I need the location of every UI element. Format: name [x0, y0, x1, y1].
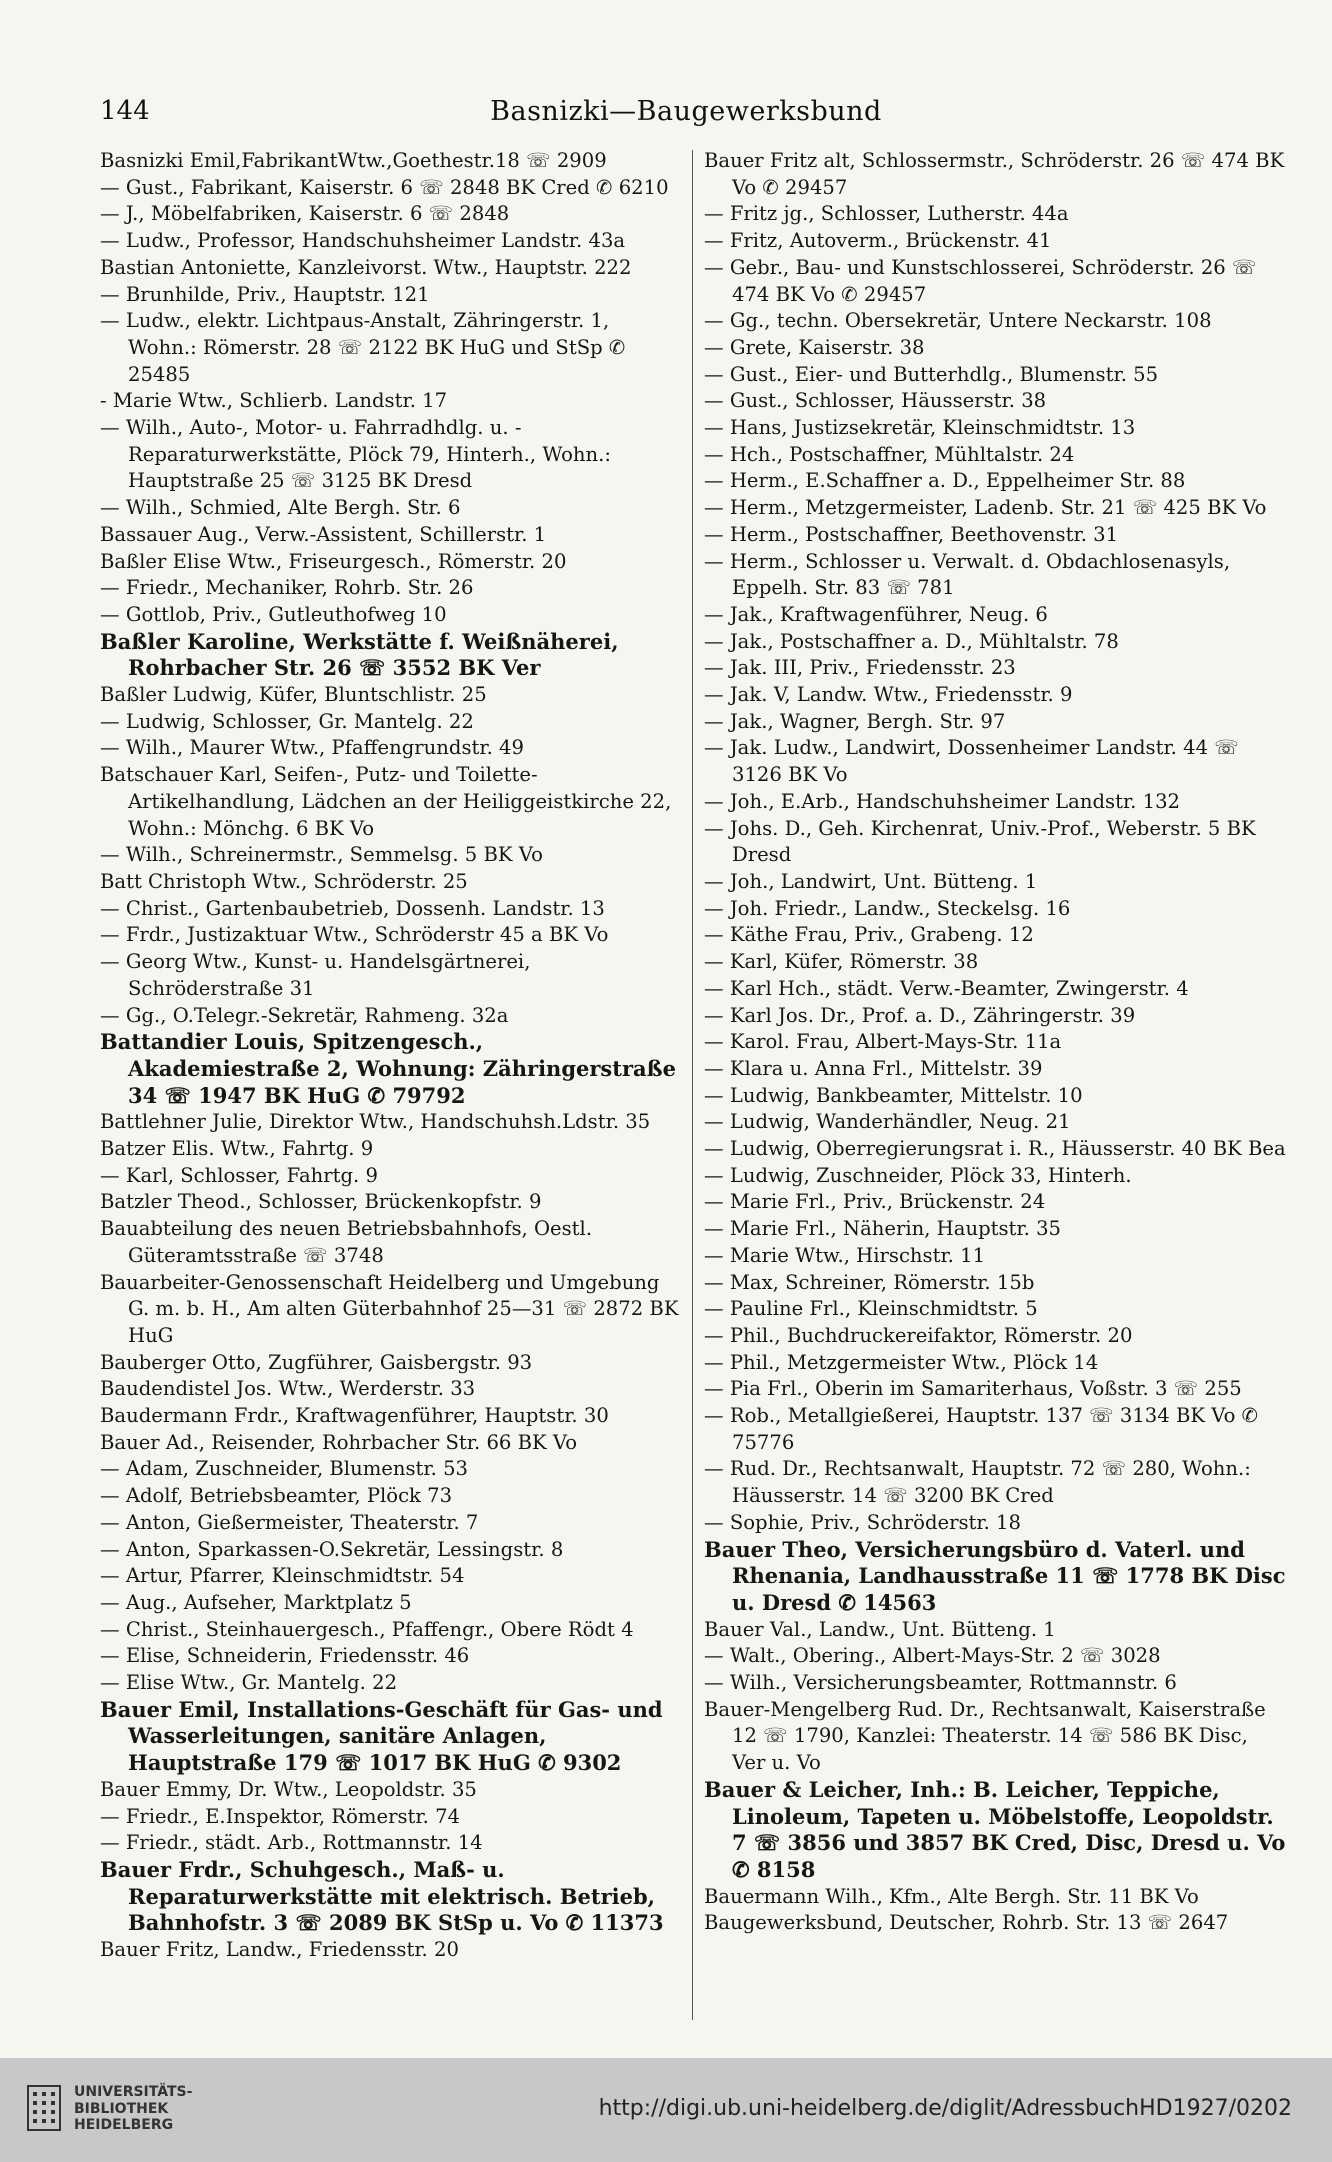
directory-entry: — Georg Wtw., Kunst- u. Handelsgärtnerei, Schröderstraße 31: [100, 950, 531, 1000]
directory-entry: — Marie Frl., Priv., Brückenstr. 24: [704, 1190, 1046, 1214]
directory-entry: — Anton, Sparkassen-O.Sekretär, Lessingstr. 8: [100, 1537, 564, 1561]
directory-entry: Bauabteilung des neuen Betriebsbahnhofs, Oestl. Güteramtsstraße ☏ 3748: [100, 1217, 593, 1267]
viewer-footer: [0, 2058, 1332, 2162]
library-name-line: UNIVERSITÄTS-: [74, 2084, 193, 2100]
directory-entry: — Christ., Steinhauergesch., Pfaffengr., Obere Rödt 4: [100, 1617, 634, 1641]
directory-entry: Batzer Elis. Wtw., Fahrtg. 9: [100, 1137, 374, 1161]
directory-entry: — Gust., Eier- und Butterhdlg., Blumenstr. 55: [704, 362, 1159, 386]
directory-entry: Bauer-Mengelberg Rud. Dr., Rechtsanwalt, Kaiserstraße 12 ☏ 1790, Kanzlei: Theaterstr. 14 ☏ 586 BK Disc, Ver u. Vo: [704, 1697, 1266, 1775]
directory-entry: — Ludwig, Wanderhändler, Neug. 21: [704, 1110, 1071, 1134]
directory-entry: — Ludw., Professor, Handschuhsheimer Landstr. 43a: [100, 229, 626, 253]
directory-entry: — Elise, Schneiderin, Friedensstr. 46: [100, 1644, 470, 1668]
directory-entry: — Fritz, Autoverm., Brückenstr. 41: [704, 229, 1052, 253]
directory-entry: — Fritz jg., Schlosser, Lutherstr. 44a: [704, 202, 1069, 226]
directory-entry: — Wilh., Auto-, Motor- u. Fahrradhdlg. u. -Reparaturwerkstätte, Plöck 79, Hinterh., Wohn.: Hauptstraße 25 ☏ 3125 BK Dresd: [100, 416, 611, 493]
right-column: [704, 148, 1286, 2028]
directory-entry: — Marie Frl., Näherin, Hauptstr. 35: [704, 1217, 1062, 1241]
directory-entry: Bauer Ad., Reisender, Rohrbacher Str. 66 BK Vo: [100, 1430, 578, 1454]
directory-entry: Baßler Ludwig, Küfer, Bluntschlistr. 25: [100, 683, 487, 707]
directory-entry: — Herm., Postschaffner, Beethovenstr. 31: [704, 522, 1119, 546]
directory-entry: — Karl, Küfer, Römerstr. 38: [704, 950, 979, 974]
directory-entry: — Käthe Frau, Priv., Grabeng. 12: [704, 923, 1034, 947]
page-header: [100, 96, 1272, 136]
directory-entry: — Joh., E.Arb., Handschuhsheimer Landstr. 132: [704, 789, 1181, 813]
directory-entry: — Karl Hch., städt. Verw.-Beamter, Zwingerstr. 4: [704, 976, 1189, 1000]
directory-entry: — Gebr., Bau- und Kunstschlosserei, Schröderstr. 26 ☏ 474 BK Vo ✆ 29457: [704, 255, 1257, 306]
directory-entry: Basnizki Emil,FabrikantWtw.,Goethestr.18 ☏ 2909: [100, 149, 607, 172]
directory-entry: — Phil., Metzgermeister Wtw., Plöck 14: [704, 1350, 1099, 1374]
directory-entry: — Herm., Schlosser u. Verwalt. d. Obdachlosenasyls, Eppelh. Str. 83 ☏ 781: [704, 549, 1231, 600]
directory-entry: — Adolf, Betriebsbeamter, Plöck 73: [100, 1484, 453, 1508]
directory-entry: — Artur, Pfarrer, Kleinschmidtstr. 54: [100, 1564, 465, 1588]
page-number: 144: [100, 96, 150, 126]
directory-entry: — Ludwig, Bankbeamter, Mittelstr. 10: [704, 1083, 1083, 1107]
directory-entry: Battlehner Julie, Direktor Wtw., Handschuhsh.Ldstr. 35: [100, 1110, 651, 1134]
directory-entry: — Wilh., Maurer Wtw., Pfaffengrundstr. 49: [100, 736, 524, 760]
directory-entry: — Rud. Dr., Rechtsanwalt, Hauptstr. 72 ☏ 280, Wohn.: Häusserstr. 14 ☏ 3200 BK Cred: [704, 1457, 1251, 1508]
directory-entry: — Johs. D., Geh. Kirchenrat, Univ.-Prof., Weberstr. 5 BK Dresd: [704, 816, 1256, 867]
running-title: Basnizki—Baugewerksbund: [490, 96, 882, 127]
directory-entry: — Pauline Frl., Kleinschmidtstr. 5: [704, 1297, 1038, 1321]
library-seal-icon: [24, 2082, 64, 2134]
directory-entry: — Phil., Buchdruckereifaktor, Römerstr. 20: [704, 1323, 1133, 1347]
directory-entry: Baugewerksbund, Deutscher, Rohrb. Str. 13 ☏ 2647: [704, 1911, 1229, 1935]
directory-entry: Bastian Antoniette, Kanzleivorst. Wtw., Hauptstr. 222: [100, 255, 632, 279]
directory-entry: Bauer Val., Landw., Unt. Bütteng. 1: [704, 1617, 1056, 1641]
directory-entry: Bauer Emmy, Dr. Wtw., Leopoldstr. 35: [100, 1777, 477, 1801]
directory-entry: — Jak., Postschaffner a. D., Mühltalstr. 78: [704, 629, 1119, 653]
directory-entry: — Friedr., städt. Arb., Rottmannstr. 14: [100, 1831, 483, 1855]
directory-entry: Baudendistel Jos. Wtw., Werderstr. 33: [100, 1377, 476, 1401]
directory-entry: — Max, Schreiner, Römerstr. 15b: [704, 1270, 1035, 1294]
directory-entry: — Frdr., Justizaktuar Wtw., Schröderstr 45 a BK Vo: [100, 923, 609, 947]
library-logo[interactable]: [24, 2076, 224, 2144]
directory-entry: — Wilh., Schmied, Alte Bergh. Str. 6: [100, 496, 461, 520]
directory-entry: — Klara u. Anna Frl., Mittelstr. 39: [704, 1056, 1043, 1080]
directory-entry: — Pia Frl., Oberin im Samariterhaus, Voßstr. 3 ☏ 255: [704, 1377, 1242, 1401]
directory-entry: — Gg., O.Telegr.-Sekretär, Rahmeng. 32a: [100, 1003, 509, 1027]
directory-entry: Batt Christoph Wtw., Schröderstr. 25: [100, 869, 468, 893]
directory-entry: — Jak. Ludw., Landwirt, Dossenheimer Landstr. 44 ☏ 3126 BK Vo: [704, 736, 1239, 787]
directory-entry: Bauberger Otto, Zugführer, Gaisbergstr. 93: [100, 1350, 533, 1374]
directory-entry: Bauer Fritz, Landw., Friedensstr. 20: [100, 1938, 459, 1962]
directory-entry: — Hans, Justizsekretär, Kleinschmidtstr. 13: [704, 416, 1136, 440]
directory-entry: — Herm., Metzgermeister, Ladenb. Str. 21 ☏ 425 BK Vo: [704, 496, 1267, 520]
directory-entry: Bauer Fritz alt, Schlossermstr., Schröderstr. 26 ☏ 474 BK Vo ✆ 29457: [704, 149, 1285, 199]
directory-entry: — Joh., Landwirt, Unt. Bütteng. 1: [704, 869, 1038, 893]
directory-entry: — Gottlob, Priv., Gutleuthofweg 10: [100, 602, 447, 626]
directory-entry: — Gust., Fabrikant, Kaiserstr. 6 ☏ 2848 BK Cred ✆ 6210: [100, 175, 669, 199]
library-name-line: HEIDELBERG: [74, 2117, 174, 2133]
directory-entry: — Jak. III, Priv., Friedensstr. 23: [704, 656, 1016, 680]
library-name: [74, 2084, 192, 2134]
directory-entry: — Karol. Frau, Albert-Mays-Str. 11a: [704, 1030, 1062, 1054]
directory-entry: — Friedr., Mechaniker, Rohrb. Str. 26: [100, 576, 474, 600]
directory-entry: — J., Möbelfabriken, Kaiserstr. 6 ☏ 2848: [100, 202, 510, 226]
directory-entry: — Gg., techn. Obersekretär, Untere Neckarstr. 108: [704, 309, 1212, 333]
directory-entry: — Wilh., Schreinermstr., Semmelsg. 5 BK Vo: [100, 843, 543, 867]
directory-entry: Baßler Karoline, Werkstätte f. Weißnäherei, Rohrbacher Str. 26 ☏ 3552 BK Ver: [100, 628, 619, 681]
directory-entry: — Rob., Metallgießerei, Hauptstr. 137 ☏ 3134 BK Vo ✆ 75776: [704, 1404, 1259, 1454]
directory-entry: Bassauer Aug., Verw.-Assistent, Schillerstr. 1: [100, 522, 547, 546]
directory-entry: — Jak. V, Landw. Wtw., Friedensstr. 9: [704, 683, 1073, 707]
directory-entry: — Marie Wtw., Hirschstr. 11: [704, 1243, 986, 1267]
directory-entry: — Jak., Kraftwagenführer, Neug. 6: [704, 602, 1048, 626]
directory-entry: Batschauer Karl, Seifen-, Putz- und Toilette-Artikelhandlung, Lädchen an der Heiliggeistkirche 22, Wohn.: Mönchg. 6 BK Vo: [100, 763, 672, 840]
directory-entry: Battandier Louis, Spitzengesch., Akademiestraße 2, Wohnung: Zähringerstraße 34 ☏ 1947 BK HuG ✆ 79792: [100, 1029, 676, 1108]
directory-entry: — Friedr., E.Inspektor, Römerstr. 74: [100, 1804, 461, 1828]
directory-entry: — Ludwig, Oberregierungsrat i. R., Häusserstr. 40 BK Bea: [704, 1137, 1286, 1161]
directory-entry: — Grete, Kaiserstr. 38: [704, 335, 925, 359]
left-column: [100, 148, 680, 2028]
directory-entry: — Karl, Schlosser, Fahrtg. 9: [100, 1163, 378, 1187]
directory-entry: — Adam, Zuschneider, Blumenstr. 53: [100, 1457, 469, 1481]
directory-entry: — Elise Wtw., Gr. Mantelg. 22: [100, 1671, 398, 1695]
directory-entry: Bauer Frdr., Schuhgesch., Maß- u. Reparaturwerkstätte mit elektrisch. Betrieb, Bahnhofstr. 3 ☏ 2089 BK StSp u. Vo ✆ 11373: [100, 1857, 664, 1936]
directory-entry: — Christ., Gartenbaubetrieb, Dossenh. Landstr. 13: [100, 896, 605, 920]
directory-entry: Bauer Emil, Installations-Geschäft für Gas- und Wasserleitungen, sanitäre Anlagen, Hauptstraße 179 ☏ 1017 BK HuG ✆ 9302: [100, 1696, 663, 1776]
directory-entry: Baßler Elise Wtw., Friseurgesch., Römerstr. 20: [100, 549, 567, 573]
directory-entry: Bauer & Leicher, Inh.: B. Leicher, Teppiche, Linoleum, Tapeten u. Möbelstoffe, Leopoldstr. 7 ☏ 3856 und 3857 BK Cred, Disc, Dresd u. Vo ✆ 8158: [704, 1776, 1286, 1882]
directory-entry: — Hch., Postschaffner, Mühltalstr. 24: [704, 442, 1075, 466]
permalink-url[interactable]: http://digi.ub.uni-heidelberg.de/diglit/AdressbuchHD1927/0202: [598, 2096, 1292, 2121]
directory-entry: Bauermann Wilh., Kfm., Alte Bergh. Str. 11 BK Vo: [704, 1884, 1199, 1908]
directory-entry: — Sophie, Priv., Schröderstr. 18: [704, 1510, 1021, 1534]
directory-entry: — Aug., Aufseher, Marktplatz 5: [100, 1590, 412, 1614]
directory-entry: — Ludwig, Zuschneider, Plöck 33, Hinterh.: [704, 1163, 1132, 1187]
directory-entry: — Wilh., Versicherungsbeamter, Rottmannstr. 6: [704, 1671, 1177, 1695]
directory-entry: — Karl Jos. Dr., Prof. a. D., Zähringerstr. 39: [704, 1003, 1136, 1027]
directory-entry: Bauarbeiter-Genossenschaft Heidelberg und Umgebung G. m. b. H., Am alten Güterbahnhof 25—31 ☏ 2872 BK HuG: [100, 1270, 679, 1347]
directory-entry: — Joh. Friedr., Landw., Steckelsg. 16: [704, 896, 1071, 920]
directory-entry: — Gust., Schlosser, Häusserstr. 38: [704, 389, 1047, 413]
directory-entry: — Brunhilde, Priv., Hauptstr. 121: [100, 282, 430, 306]
directory-entry: — Herm., E.Schaffner a. D., Eppelheimer Str. 88: [704, 469, 1186, 493]
library-name-line: BIBLIOTHEK: [74, 2100, 169, 2117]
directory-entry: Batzler Theod., Schlosser, Brückenkopfstr. 9: [100, 1190, 542, 1214]
directory-entry: — Ludwig, Schlosser, Gr. Mantelg. 22: [100, 709, 474, 733]
directory-entry: — Jak., Wagner, Bergh. Str. 97: [704, 709, 1006, 733]
directory-entry: Bauer Theo, Versicherungsbüro d. Vaterl. und Rhenania, Landhausstraße 11 ☏ 1778 BK Disc u. Dresd ✆ 14563: [704, 1536, 1286, 1615]
directory-entry: - Marie Wtw., Schlierb. Landstr. 17: [100, 389, 448, 413]
directory-entry: Baudermann Frdr., Kraftwagenführer, Hauptstr. 30: [100, 1404, 609, 1428]
directory-entry: — Ludw., elektr. Lichtpaus-Anstalt, Zähringerstr. 1, Wohn.: Römerstr. 28 ☏ 2122 BK HuG und StSp ✆ 25485: [100, 309, 626, 386]
directory-entry: — Anton, Gießermeister, Theaterstr. 7: [100, 1510, 479, 1534]
directory-entry: — Walt., Obering., Albert-Mays-Str. 2 ☏ 3028: [704, 1644, 1161, 1668]
column-divider: [692, 150, 693, 2020]
